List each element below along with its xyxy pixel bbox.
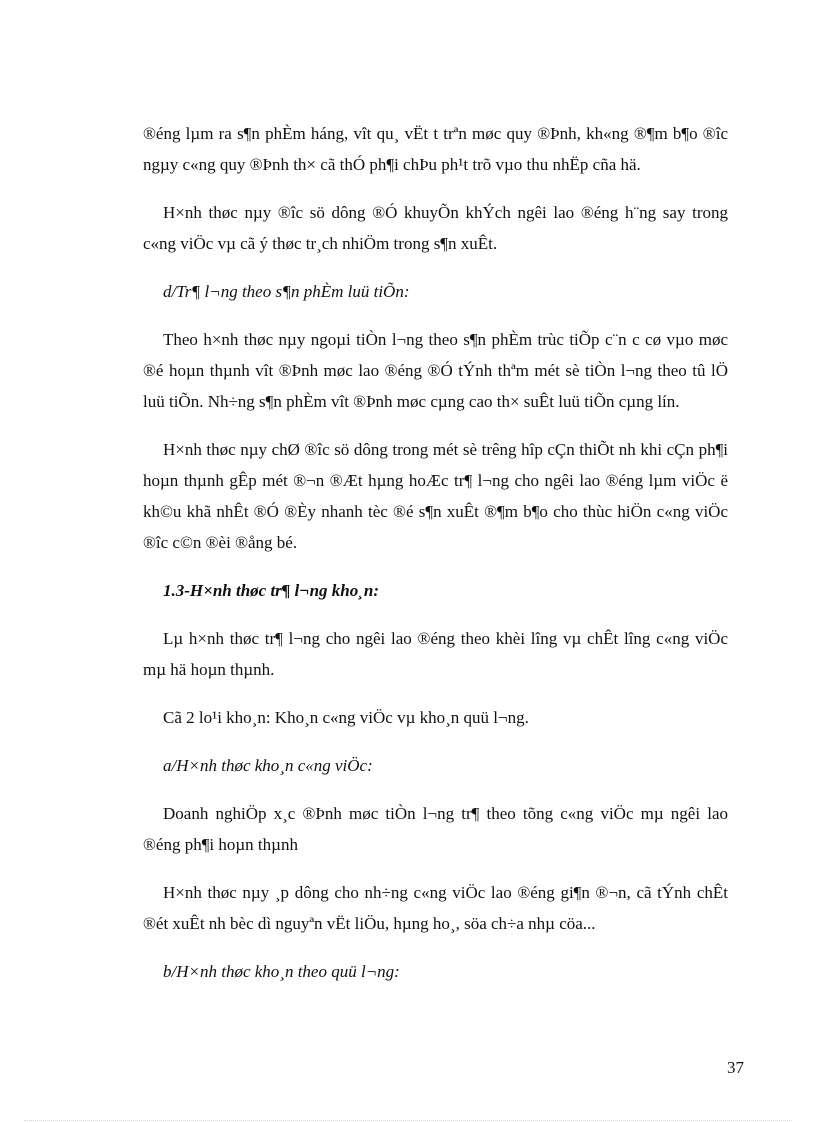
- subheading-d: d/Tr¶ l¬ng theo s¶n phÈm luü tiÕn:: [163, 282, 410, 301]
- bottom-divider: [24, 1120, 792, 1121]
- section-heading-1-3: 1.3-H×nh thøc tr¶ l¬ng kho¸n:: [163, 581, 380, 600]
- body-text: [143, 118, 728, 1004]
- subheading-a: a/H×nh thøc kho¸n c«ng viÖc:: [163, 756, 373, 775]
- paragraph-5: Lµ h×nh thøc tr¶ l¬ng cho ngêi lao ®éng theo khèi lîng vµ chÊt lîng c«ng viÖc mµ hä hoµn thµnh.: [143, 629, 728, 679]
- paragraph-4: H×nh thøc nµy chØ ®îc sö dông trong mét sè trêng hîp cÇn thiÕt nh khi cÇn ph¶i hoµn thµnh gÊp mét ®¬n ®Æt hµng hoÆc tr¶ l¬ng cho ngêi lao ®éng lµm viÖc ë kh©u khã nhÊt ®Ó ®Èy nhanh tèc ®é s¶n xuÊt ®¶m b¶o cho thùc hiÖn c«ng viÖc ®îc c©n ®èi ®ång bé.: [143, 440, 728, 552]
- paragraph-3: Theo h×nh thøc nµy ngoµi tiÒn l¬ng theo s¶n phÈm trùc tiÕp c¨n c cø vµo møc ®é hoµn thµnh vît ®Þnh møc lao ®éng ®Ó tÝnh thªm mét sè tiÒn l¬ng theo tû lÖ luü tiÕn. Nh÷ng s¶n phÈm vît ®Þnh møc cµng cao th× suÊt luü tiÕn cµng lín.: [143, 330, 728, 411]
- paragraph-1: ®éng lµm ra s¶n phÈm háng, vît qu¸ vËt t trªn møc quy ®Þnh, kh«ng ®¶m b¶o ®îc ngµy c«ng quy ®Þnh th× cã thÓ ph¶i chÞu ph¹t trõ vµo thu nhËp cña hä.: [143, 124, 728, 174]
- paragraph-6: Cã 2 lo¹i kho¸n: Kho¸n c«ng viÖc vµ kho¸n quü l¬ng.: [163, 708, 529, 727]
- page-number: 37: [727, 1058, 744, 1077]
- subheading-b: b/H×nh thøc kho¸n theo quü l¬ng:: [163, 962, 400, 981]
- paragraph-8: H×nh thøc nµy ¸p dông cho nh÷ng c«ng viÖc lao ®éng gi¶n ®¬n, cã tÝnh chÊt ®ét xuÊt nh bèc dì nguyªn vËt liÖu, hµng ho¸, söa ch÷a nhµ cöa...: [143, 883, 728, 933]
- paragraph-2: H×nh thøc nµy ®îc sö dông ®Ó khuyÕn khÝch ngêi lao ®éng h¨ng say trong c«ng viÖc vµ cã ý thøc tr¸ch nhiÖm trong s¶n xuÊt.: [143, 203, 728, 253]
- paragraph-7: Doanh nghiÖp x¸c ®Þnh møc tiÒn l¬ng tr¶ theo tõng c«ng viÖc mµ ngêi lao ®éng ph¶i hoµn thµnh: [143, 804, 728, 854]
